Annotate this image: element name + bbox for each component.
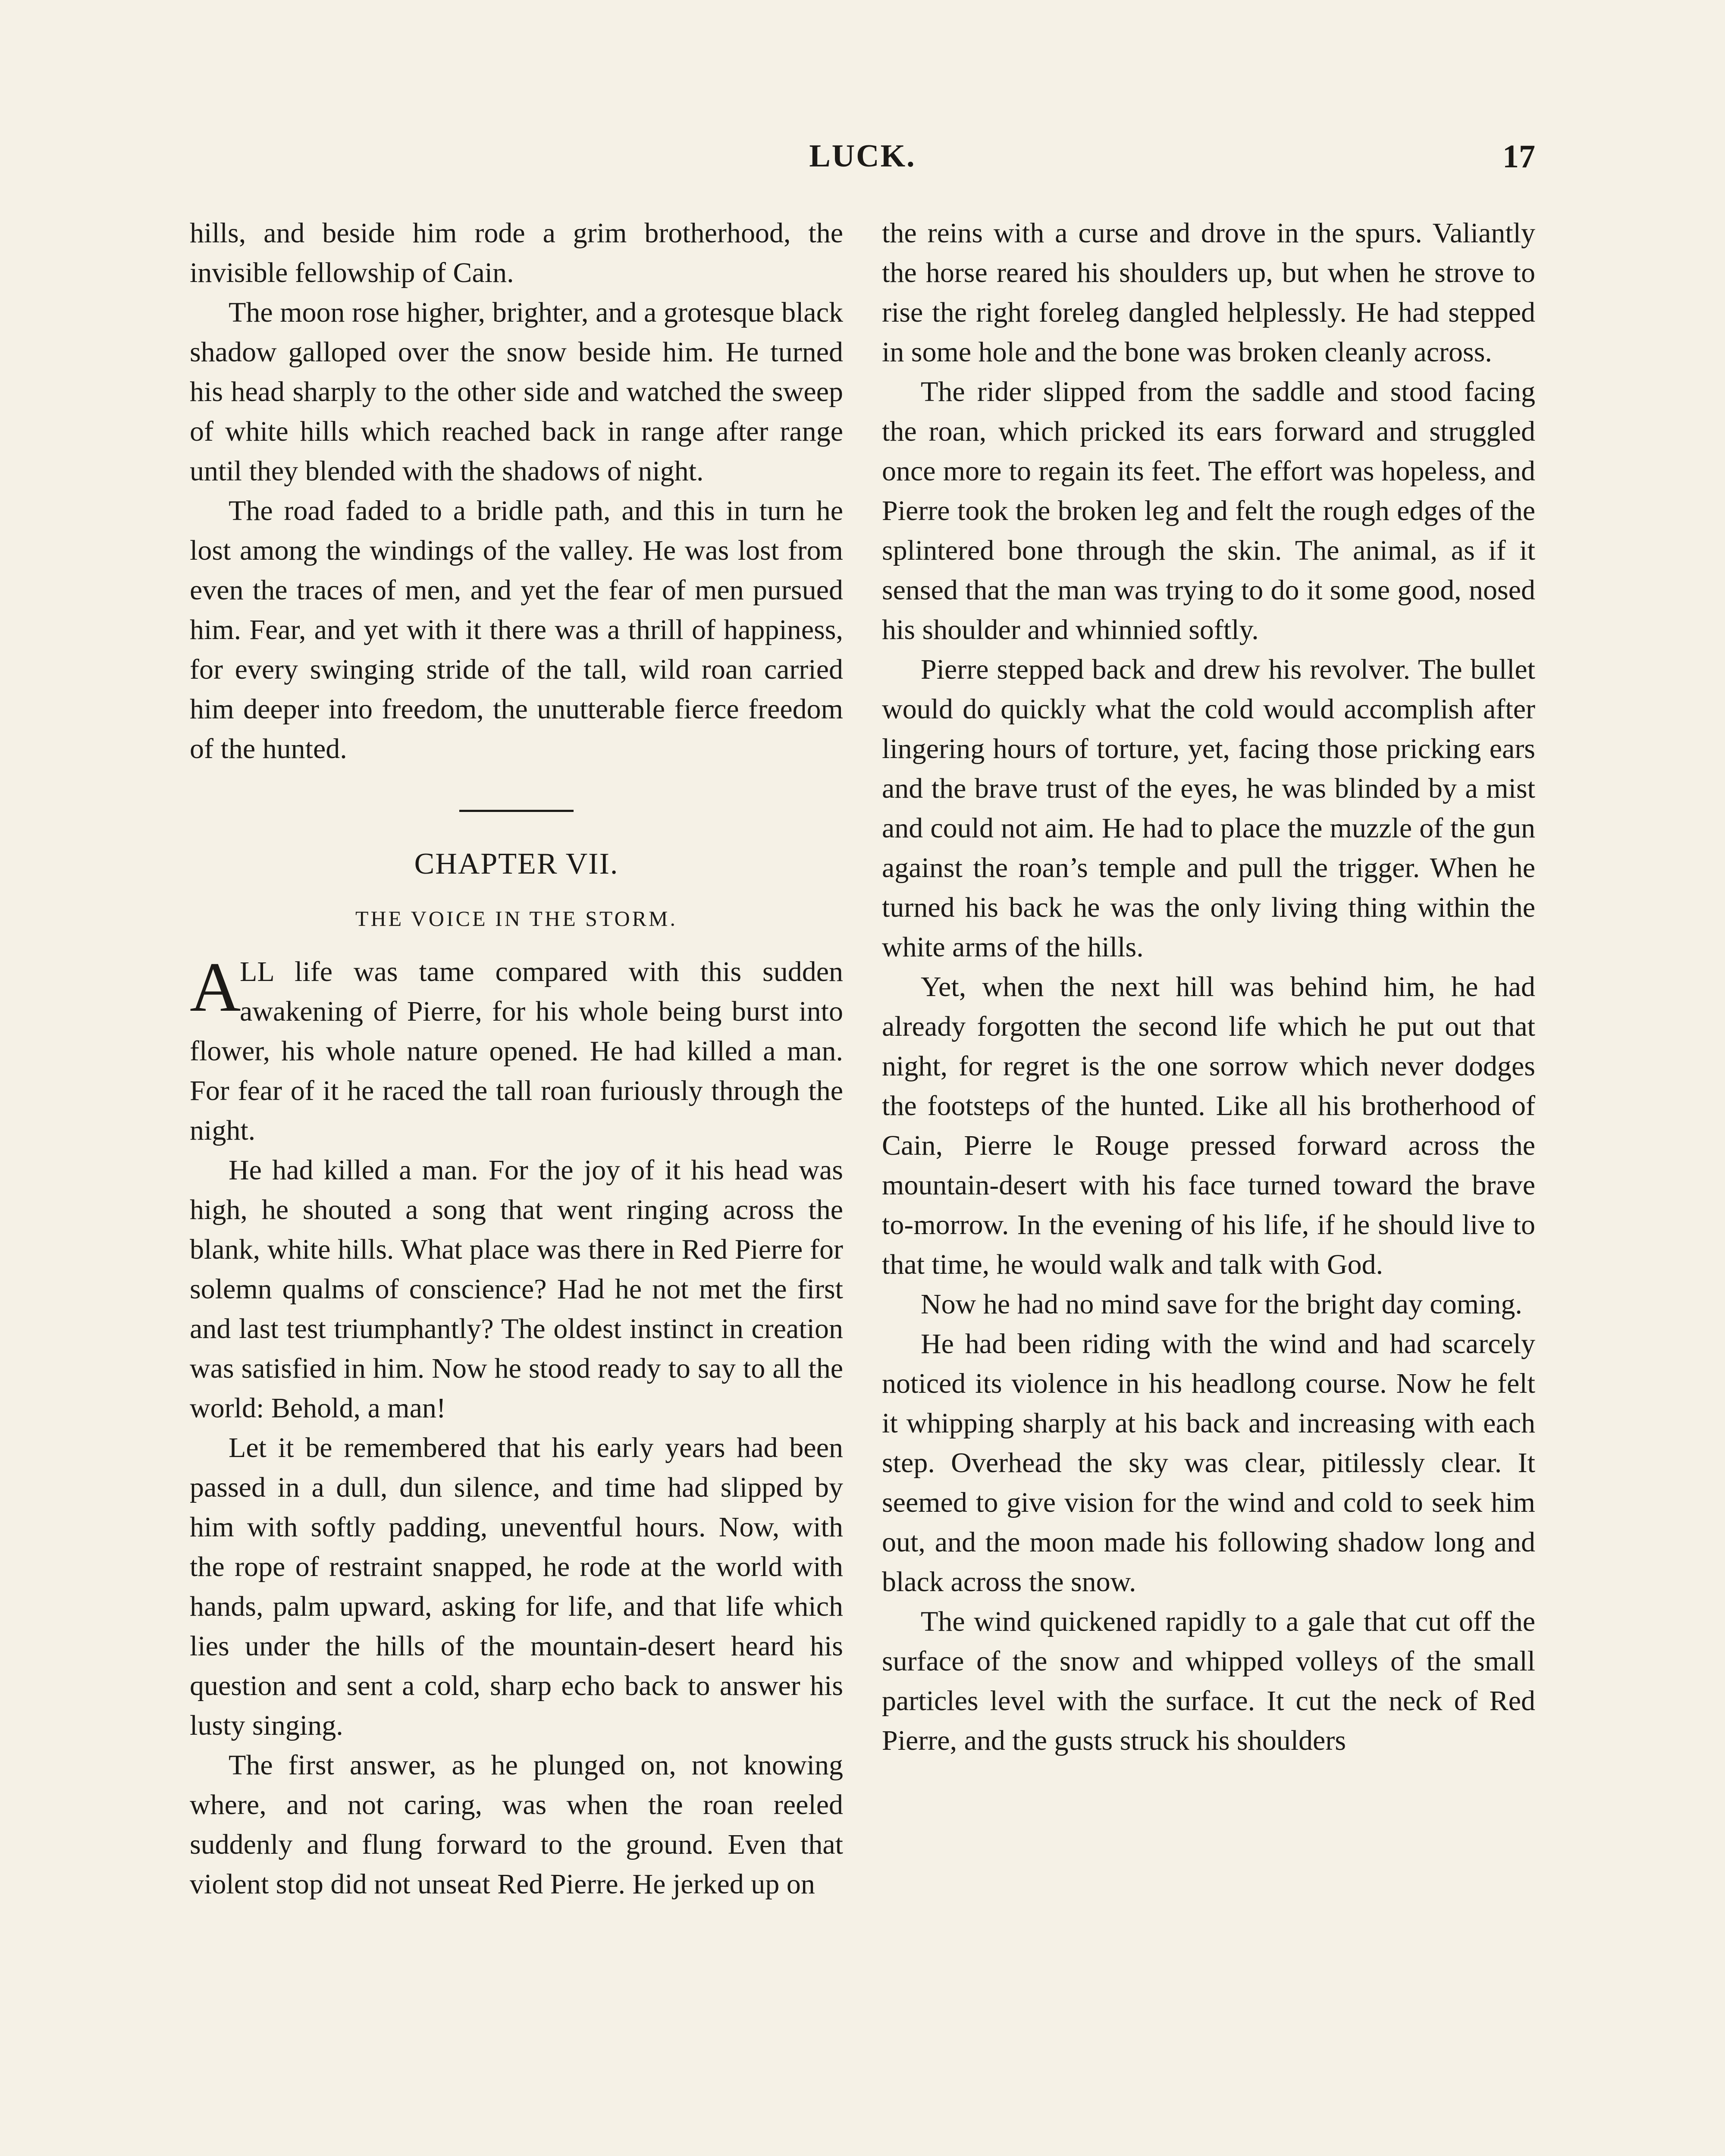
opening-text: LL life was tame compared with this sudden awakening of Pierre, for his whole being burst into flower, his whole nature opened. He had killed a man. For fear of it he raced the tall roan furiously through the night. bbox=[190, 956, 843, 1146]
page-number: 17 bbox=[1502, 138, 1535, 175]
paragraph: Pierre stepped back and drew his revolver. The bullet would do quickly what the cold would accomplish after lingering hours of torture, yet, facing those pricking ears and the brave trust of the eyes, he was blinded by a mist and could not aim. He had to place the muzzle of the gun against the roan’s temple and pull the trigger. When he turned his back he was the only living thing within the white arms of the hills. bbox=[882, 654, 1535, 963]
paragraph: The road faded to a bridle path, and this in turn he lost among the windings of the valley. He was lost from even the traces of men, and yet the fear of men pursued him. Fear, and yet with it there was a thrill of happiness, for every swinging stride of the tall, wild roan carried him deeper into freedom, the unutterable fierce freedom of the hunted. bbox=[190, 495, 843, 765]
drop-cap: A bbox=[190, 948, 241, 1026]
left-column bbox=[190, 213, 843, 1904]
paragraph: the reins with a curse and drove in the spurs. Valiantly the horse reared his shoulders up, but when he strove to rise the right foreleg dangled helplessly. He had stepped in some hole and the bone was broken cleanly across. bbox=[882, 217, 1535, 368]
paragraph: Yet, when the next hill was behind him, he had already forgotten the second life which he put out that night, for regret is the one sorrow which never dodges the footsteps of the hunted. Like all his brotherhood of Cain, Pierre le Rouge pressed forward across the mountain-desert with his face turned toward the brave to-morrow. In the evening of his life, if he should live to that time, he would walk and talk with God. bbox=[882, 971, 1535, 1280]
paragraph: He had killed a man. For the joy of it his head was high, he shouted a song that went ringing across the blank, white hills. What place was there in Red Pierre for solemn qualms of conscience? Had he not met the first and last test triumphantly? The oldest instinct in creation was satisfied in him. Now he stood ready to say to all the world: Behold, a man! bbox=[190, 1154, 843, 1424]
running-head bbox=[190, 138, 1535, 181]
chapter-subtitle: THE VOICE IN THE STORM. bbox=[355, 906, 677, 931]
paragraph: He had been riding with the wind and had scarcely noticed its violence in his headlong course. Now he felt it whipping sharply at his back and increasing with each step. Overhead the sky was clear, pitilessly clear. It seemed to give vision for the wind and cold to seek him out, and the moon made his following shadow long and black across the snow. bbox=[882, 1328, 1535, 1598]
opening-paragraph bbox=[190, 948, 843, 1150]
paragraph: Let it be remembered that his early years had been passed in a dull, dun silence, and time had slipped by him with softly padding, uneventful hours. Now, with the rope of restraint snapped, he rode at the world with hands, palm upward, asking for life, and that life which lies under the hills of the mountain-desert heard his question and sent a cold, sharp echo back to answer his lusty singing. bbox=[190, 1432, 843, 1741]
paragraph: Now he had no mind save for the bright day coming. bbox=[921, 1288, 1522, 1320]
paragraph: The first answer, as he plunged on, not knowing where, and not caring, was when the roan reeled suddenly and flung forward to the ground. Even that violent stop did not unseat Red Pierre. He jerked up on bbox=[190, 1749, 843, 1900]
running-title: LUCK. bbox=[809, 138, 916, 174]
section-divider bbox=[459, 810, 574, 812]
paragraph: The moon rose higher, brighter, and a grotesque black shadow galloped over the snow beside him. He turned his head sharply to the other side and watched the sweep of white hills which reached back in range after range until they blended with the shadows of night. bbox=[190, 297, 843, 487]
paragraph: The rider slipped from the saddle and stood facing the roan, which pricked its ears forward and struggled once more to regain its feet. The effort was hopeless, and Pierre took the broken leg and felt the rough edges of the splintered bone through the skin. The animal, as if it sensed that the man was trying to do it some good, nosed his shoulder and whinnied softly. bbox=[882, 376, 1535, 646]
right-column bbox=[882, 213, 1535, 1761]
paragraph: hills, and beside him rode a grim brotherhood, the invisible fellowship of Cain. bbox=[190, 217, 843, 288]
drop-cap-box bbox=[190, 948, 241, 1026]
paragraph: The wind quickened rapidly to a gale that cut off the surface of the snow and whipped volleys of the small particles level with the surface. It cut the neck of Red Pierre, and the gusts struck his shoulders bbox=[882, 1606, 1535, 1756]
chapter-title: CHAPTER VII. bbox=[414, 847, 619, 881]
